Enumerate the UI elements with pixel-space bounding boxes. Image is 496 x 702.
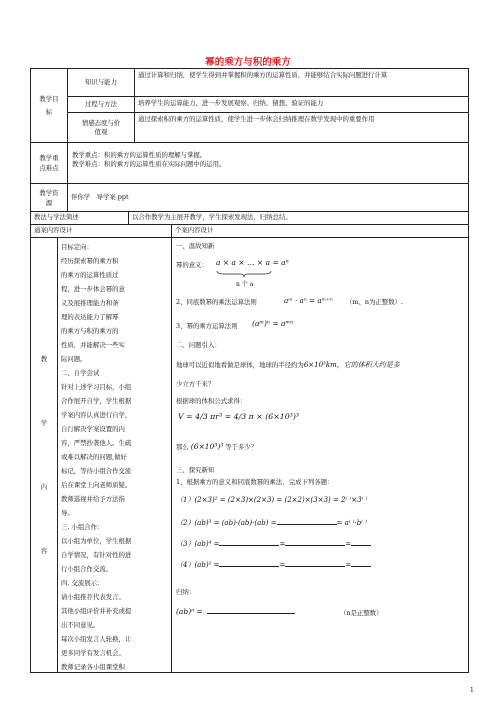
- general-design-line: 每次小组发言人轮换，让: [61, 635, 132, 643]
- general-design-line: 或难以解决的问题,做好: [61, 453, 127, 461]
- methods-text: 以合作教学为主展开教学，学生探索发现法，归纳总结。: [128, 212, 468, 224]
- content-header: 教学内容: [40, 355, 48, 555]
- individual-design-column: [171, 238, 468, 672]
- exercise-2: （2）(ab)³ = (ab)·(ab)·(ab) = = a⁽ ⁾·b⁽ ⁾: [176, 519, 367, 527]
- key-points-content: [67, 143, 468, 183]
- general-design-line: 教师巡视并给予方法指: [61, 495, 125, 503]
- general-design-line: 经历探索幂的乘方积: [61, 257, 119, 265]
- power-meaning-formula: a × a × … × a = aⁿ: [216, 258, 289, 267]
- general-design-line: 性质，并能解决一些实: [61, 341, 125, 349]
- volume-formula: V = 4/3 πr³ = 4/3 π × (6×10³)³: [178, 412, 300, 421]
- conclusion-note: （n是正整数）: [340, 609, 383, 617]
- objective-label: 知识与能力: [85, 78, 117, 86]
- objective-label: 情感态度与价值观: [81, 119, 121, 136]
- exercise-4-blank-2[interactable]: [285, 560, 345, 567]
- general-design-line: 理的表达能力了解幂: [61, 313, 119, 321]
- general-design-line: 程，进一步体会幂的意: [61, 285, 125, 293]
- resources-row: [31, 184, 468, 212]
- objective-text: 通过计算和归纳，使学生得到并掌握积的乘方的运算性质，并能够结合实际问题进行计算: [134, 69, 468, 96]
- general-design-line: 的乘方与积的乘方的: [61, 327, 119, 335]
- general-design-line: 请小组推荐代表发言。: [61, 593, 125, 601]
- key-points-header: 教学重点难点: [39, 154, 59, 172]
- power-meaning-label: 幂的意义：: [176, 261, 208, 269]
- methods-header: 教法与学法简述: [34, 213, 79, 221]
- objective-row-process: [68, 97, 468, 113]
- general-design-line: 自行解决学案设置的内: [61, 425, 125, 433]
- exercise-3: （3）(ab)⁴ = = =: [176, 539, 371, 549]
- underbrace-icon: [216, 270, 272, 278]
- objective-label: 过程与方法: [85, 100, 117, 108]
- general-design-column: [57, 238, 171, 672]
- general-design-line: 的乘方的运算性质过: [61, 271, 119, 279]
- general-design-line: 针对上述学习目标，小组: [61, 383, 132, 391]
- resources-text: 伴你学 导学案 ppt: [67, 184, 468, 211]
- objectives-grid: [67, 69, 468, 142]
- general-design-line: 义及展推理能力和条: [61, 299, 119, 307]
- document-title: 幂的乘方与积的乘方: [205, 57, 291, 68]
- general-design-line: 际问题。: [61, 355, 87, 363]
- exercise-2-blank[interactable]: [277, 518, 337, 525]
- lesson-plan-table: [30, 68, 469, 673]
- section-review-title: 一、温故知新: [176, 242, 215, 250]
- conclusion-title: 归纳：: [176, 588, 196, 596]
- rule-power-formula: (aᵐ)ⁿ = aᵐⁿ: [252, 319, 294, 328]
- design-header-row: [31, 225, 468, 238]
- general-design-line: 标记，等待小组合作交流: [61, 467, 132, 475]
- rule-multiplication-note: （m、n为正整数）.: [346, 298, 403, 306]
- objective-row-emotion: [68, 113, 468, 142]
- objective-text: 培养学生的运算能力，进一步发展观察、归纳、猜想、验证的能力: [134, 97, 468, 112]
- section-explore-title: 三、探究新知: [176, 466, 215, 474]
- general-design-line: 出不同意见。: [61, 621, 100, 629]
- difficulty-line: 教学难点：积的乘方的运算性质在实际问题中的运用。: [72, 160, 226, 168]
- objective-text: 通过探索积的乘方的运算性质，使学生进一步体会归纳推理在数学发现中的重要作用: [134, 113, 468, 142]
- objectives-header: 教学目标: [39, 94, 59, 116]
- general-design-line: 容，严禁抄袭他人。生疏: [61, 439, 132, 447]
- general-design-line: 其他小组评价并补充或提: [61, 607, 132, 615]
- explore-task: 1、根据乘方的意义和同底数幂的乘法，完成下列各题：: [176, 478, 334, 486]
- page-number: 1: [470, 687, 474, 694]
- objective-row-knowledge: [68, 69, 468, 97]
- exercise-3-blank-2[interactable]: [285, 539, 345, 546]
- general-design-line: 后在课堂上向老师质疑。: [61, 481, 132, 489]
- question-text-1: 地球可以近似地看做是球体，地球的半径约为6×10³km，它的体积大约是多: [176, 361, 400, 369]
- rule-power-label: 3、幂的乘方运算法则: [176, 322, 238, 330]
- exercise-4-blank[interactable]: [219, 560, 279, 567]
- question-text-2: 少立方千米？: [176, 380, 215, 388]
- general-design-line: 教师记录各小组课堂积: [61, 663, 125, 671]
- key-points-row: [31, 143, 468, 184]
- resources-header: 教学资源: [39, 188, 59, 207]
- general-design-line: 合作展开自学，学生根据: [61, 397, 132, 405]
- volume-formula-intro: 根据球的体积公式求得：: [176, 397, 247, 405]
- general-design-line: 二、自学尝试: [61, 369, 100, 377]
- conclusion-formula: (ab)ⁿ =: [176, 607, 295, 616]
- exercise-4: （4）(ab)² = = =: [176, 560, 371, 570]
- exercise-1: （1）(2×3)² = (2×3)×(2×3) = (2×2)×(3×3) = 2⁽ ⁾×3⁽ ⁾: [176, 496, 368, 504]
- general-design-line: 学案内容认真进行自学，: [61, 411, 132, 419]
- individual-design-header: 个案内容设计: [171, 225, 468, 237]
- general-design-line: 三. 小组合作：: [61, 523, 104, 531]
- objectives-row: [31, 69, 468, 143]
- general-design-text: [58, 238, 171, 672]
- general-design-line: 四. 交流展示：: [61, 579, 104, 587]
- rule-multiplication-formula: aᵐ · aⁿ = aᵐ⁺ⁿ: [284, 296, 333, 305]
- content-row: [31, 238, 468, 672]
- general-design-line: 行小组合作交流。: [61, 565, 113, 573]
- question-text-3: 那么 (6×10³)³ 等于多少？: [176, 442, 258, 451]
- general-design-line: 导。: [61, 509, 74, 517]
- exercise-4-blank-3[interactable]: [351, 560, 371, 567]
- general-design-line: 以小组为单位，学生根据: [61, 537, 132, 545]
- key-point-line: 教学重点：积的乘方的运算性质的理解与掌握。: [72, 151, 207, 159]
- exercise-3-blank-3[interactable]: [351, 539, 371, 546]
- general-design-line: 自学情况，有针对性的进: [61, 551, 132, 559]
- section-question-title: 二、问题引入：: [176, 341, 221, 349]
- rule-multiplication-label: 2、同底数幂的乘法运算法则: [176, 298, 257, 306]
- conclusion-blank[interactable]: [207, 607, 295, 614]
- exercise-3-blank[interactable]: [219, 539, 279, 546]
- general-design-line: 目标定向：: [61, 243, 93, 251]
- general-design-header: 通案内容设计: [34, 226, 73, 234]
- power-meaning-caption: n 个 a: [236, 281, 254, 288]
- general-design-line: 更多同学有发言机会。: [61, 649, 125, 657]
- methods-row: [31, 212, 468, 225]
